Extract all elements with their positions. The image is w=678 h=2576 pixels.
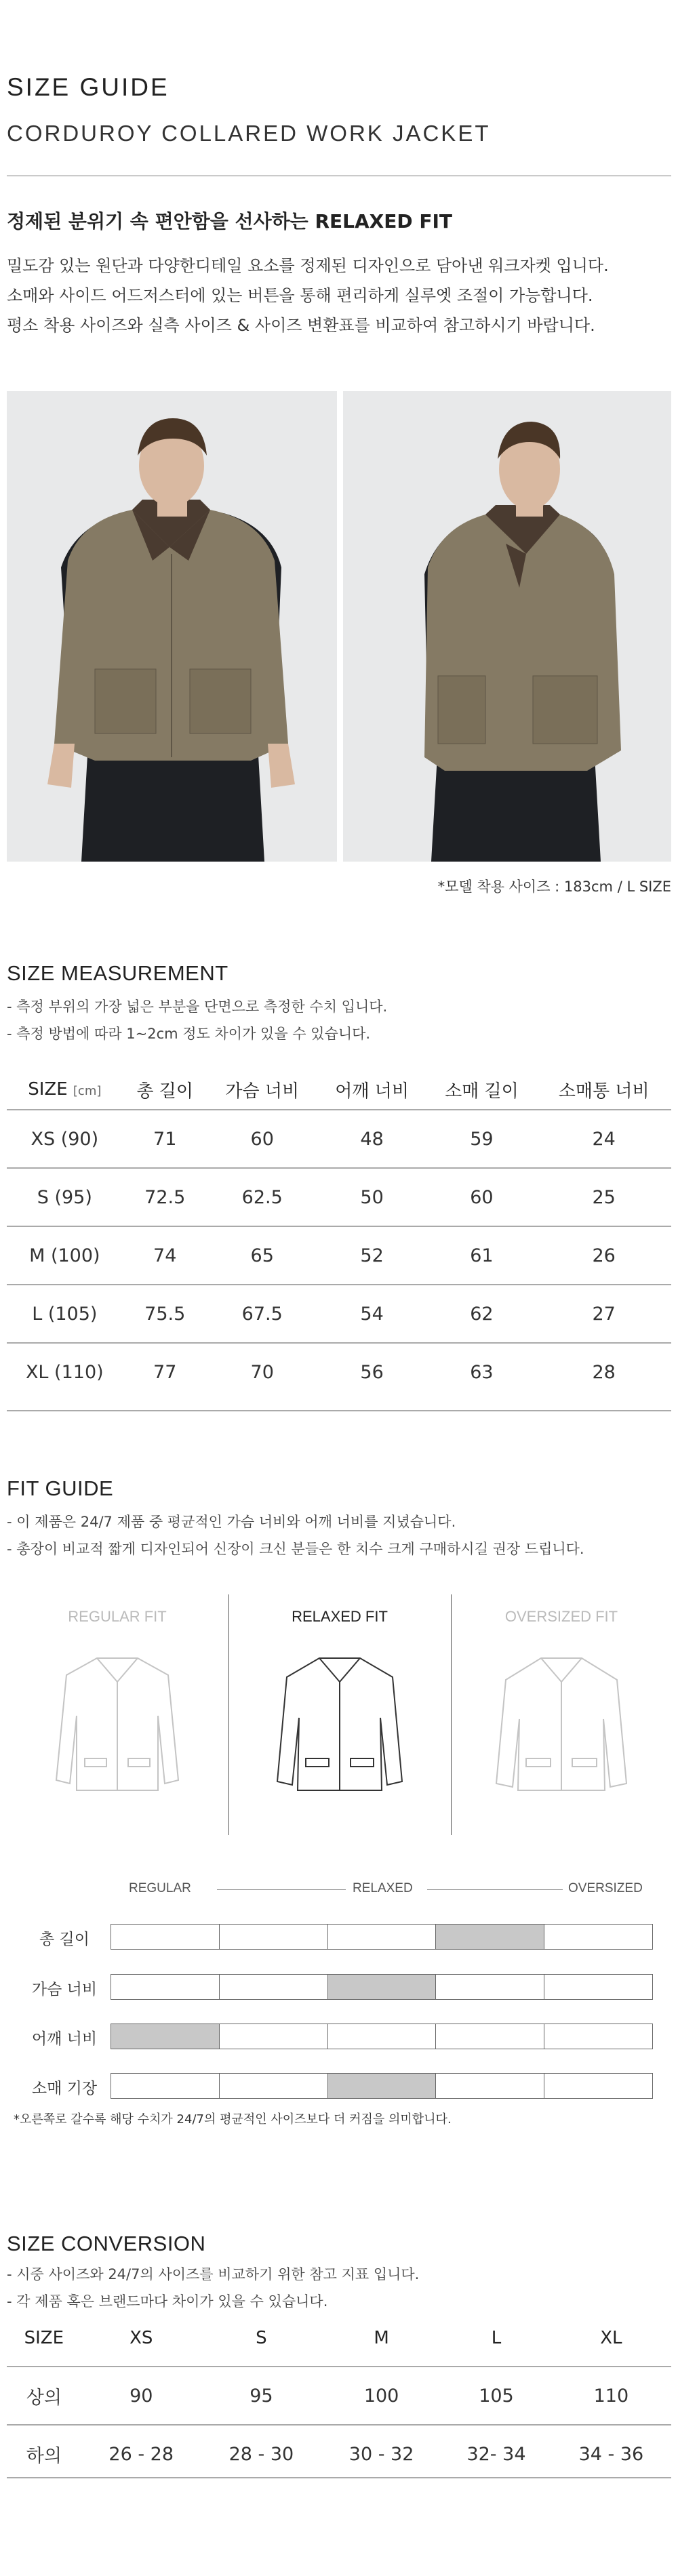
value-cell: 67.5 [207,1285,317,1343]
fit-bar-marker [328,1975,437,1999]
fit-bar-label: 총 길이 [39,1931,89,1948]
value-cell: 25 [536,1168,671,1226]
measurement-title: SIZE MEASUREMENT [7,961,228,985]
value-cell: 59 [427,1110,537,1168]
fit-bar [111,2073,653,2099]
value-cell: 100 [321,2367,441,2425]
relaxed-jacket-icon [272,1645,407,1800]
fit-label: REGULAR FIT [68,1608,167,1625]
table-row [7,1110,671,1168]
value-cell: 74 [123,1226,207,1285]
fit-label: RELAXED FIT [292,1608,388,1625]
fit-bar-label: 소매 기장 [31,2080,98,2097]
scale-line [427,1889,563,1890]
table-header-row [7,2310,671,2367]
intro-line: 소매와 사이드 어드저스터에 있는 버튼을 통해 편리하게 실루엣 조절이 가능합니다. [7,286,593,305]
table-bottom-line [7,1410,671,1411]
value-cell: 30 - 32 [321,2425,441,2482]
fit-bar-cell [328,2024,437,2049]
page-title: SIZE GUIDE [7,73,170,101]
value-cell: 34 - 36 [551,2425,671,2482]
value-cell: 75.5 [123,1285,207,1343]
size-conversion-table [7,2310,671,2482]
fit-bar-cell [220,1925,328,1949]
table-row [7,1285,671,1343]
note-line: - 총장이 비교적 짧게 디자인되어 신장이 크신 분들은 한 치수 크게 구매하시길 권장 드립니다. [7,1541,584,1557]
column-header: XS [129,2328,153,2348]
measurement-notes [7,993,387,1047]
model-size-note: *모델 착용 사이즈 : 183cm / L SIZE [437,879,671,895]
unit-label: [cm] [73,1084,102,1098]
fit-bar-cell [544,1975,652,1999]
value-cell: 62.5 [207,1168,317,1226]
size-header [7,1070,123,1110]
value-cell: 70 [207,1343,317,1401]
value-cell: 24 [536,1110,671,1168]
value-cell: 54 [317,1285,427,1343]
column-header: M [374,2328,389,2348]
scale-label-oversized: OVERSIZED [568,1881,643,1895]
fit-bar-cell [220,1975,328,1999]
fit-bar-label: 가슴 너비 [31,1981,98,1998]
fit-bar-cell [220,2074,328,2098]
value-cell: 27 [536,1285,671,1343]
fit-bar-cell [111,1975,220,1999]
row-label: 하의 [7,2425,81,2482]
intro-text [7,251,609,340]
value-cell: 26 [536,1226,671,1285]
size-cell: XL (110) [7,1343,123,1401]
conversion-title: SIZE CONVERSION [7,2232,206,2255]
value-cell: 56 [317,1343,427,1401]
value-cell: 72.5 [123,1168,207,1226]
value-cell: 32- 34 [441,2425,551,2482]
table-row [7,1343,671,1401]
size-cell: M (100) [7,1226,123,1285]
fit-label: OVERSIZED FIT [504,1608,618,1625]
fit-guide-title: FIT GUIDE [7,1476,114,1500]
column-header: L [491,2328,502,2348]
fit-bar-cell [436,2024,544,2049]
note-line: - 측정 방법에 따라 1~2cm 정도 차이가 있을 수 있습니다. [7,1026,371,1042]
fit-bar-cell [544,2074,652,2098]
regular-jacket-icon [49,1645,185,1800]
table-row [7,1226,671,1285]
scale-label-relaxed: RELAXED [353,1881,413,1895]
table-row [7,2425,671,2482]
value-cell: 60 [427,1168,537,1226]
value-cell: 90 [81,2367,201,2425]
size-header-label: SIZE [28,1079,68,1100]
column-header: 소매 길이 [445,1081,519,1102]
intro-line: 평소 착용 사이즈와 실측 사이즈 & 사이즈 변환표를 비교하여 참고하시기 바랍니다. [7,316,595,335]
table-row [7,2367,671,2425]
value-cell: 50 [317,1168,427,1226]
size-cell: L (105) [7,1285,123,1343]
value-cell: 63 [427,1343,537,1401]
column-header: SIZE [24,2328,64,2348]
fit-bar-marker [328,2074,437,2098]
value-cell: 26 - 28 [81,2425,201,2482]
fit-bar-marker [436,1925,544,1949]
fit-bar [111,2024,653,2049]
table-bottom-line [7,2477,671,2478]
value-cell: 28 [536,1343,671,1401]
column-header: 어깨 너비 [335,1081,409,1102]
value-cell: 62 [427,1285,537,1343]
conversion-notes [7,2261,419,2315]
value-cell: 95 [201,2367,321,2425]
value-cell: 71 [123,1110,207,1168]
model-photo-side [343,391,671,862]
value-cell: 48 [317,1110,427,1168]
row-label: 상의 [7,2367,81,2425]
fit-bar-cell [328,1925,437,1949]
value-cell: 77 [123,1343,207,1401]
intro-line: 밀도감 있는 원단과 다양한디테일 요소를 정제된 디자인으로 담아낸 워크자켓 입니다. [7,256,609,275]
column-header: XL [600,2328,622,2348]
product-name: CORDUROY COLLARED WORK JACKET [7,121,491,146]
scale-label-regular: REGULAR [129,1881,191,1895]
value-cell: 28 - 30 [201,2425,321,2482]
note-line: - 각 제품 혹은 브랜드마다 차이가 있을 수 있습니다. [7,2293,328,2310]
column-header: S [256,2328,267,2348]
fit-bar-cell [436,2074,544,2098]
column-header: 총 길이 [136,1081,194,1102]
fit-oversized [452,1594,671,1835]
size-cell: XS (90) [7,1110,123,1168]
fit-guide-notes [7,1508,584,1563]
size-measurement-table [7,1070,671,1401]
model-photo-front [7,391,337,862]
fit-bar [111,1974,653,2000]
scale-line [217,1889,346,1890]
fit-regular [7,1594,228,1835]
note-line: - 이 제품은 24/7 제품 중 평균적인 가슴 너비와 어깨 너비를 지녔습니다. [7,1514,456,1530]
fit-bar-cell [544,1925,652,1949]
value-cell: 105 [441,2367,551,2425]
fit-bar-cell [111,2074,220,2098]
fit-relaxed [229,1594,450,1835]
value-cell: 61 [427,1226,537,1285]
fit-bar-marker [111,2024,220,2049]
note-line: - 측정 부위의 가장 넓은 부분을 단면으로 측정한 수치 입니다. [7,999,388,1015]
fit-bar-cell [220,2024,328,2049]
column-header: 가슴 너비 [225,1081,300,1102]
value-cell: 60 [207,1110,317,1168]
fit-bar-cell [544,2024,652,2049]
table-header-row [7,1070,671,1110]
oversized-jacket-icon [494,1645,629,1800]
value-cell: 52 [317,1226,427,1285]
note-line: - 시중 사이즈와 24/7의 사이즈를 비교하기 위한 참고 지표 입니다. [7,2266,420,2282]
size-cell: S (95) [7,1168,123,1226]
fit-bar [111,1924,653,1950]
table-row [7,1168,671,1226]
fit-bar-label: 어깨 너비 [31,2030,98,2048]
column-header: 소매통 너비 [558,1081,650,1102]
value-cell: 65 [207,1226,317,1285]
value-cell: 110 [551,2367,671,2425]
intro-headline: 정제된 분위기 속 편안함을 선사하는 RELAXED FIT [7,210,453,233]
fit-scale-note: *오른쪽로 갈수록 해당 수치가 24/7의 평균적인 사이즈보다 더 커짐을 의미합니다. [14,2112,452,2127]
fit-bar-cell [436,1975,544,1999]
fit-bar-cell [111,1925,220,1949]
